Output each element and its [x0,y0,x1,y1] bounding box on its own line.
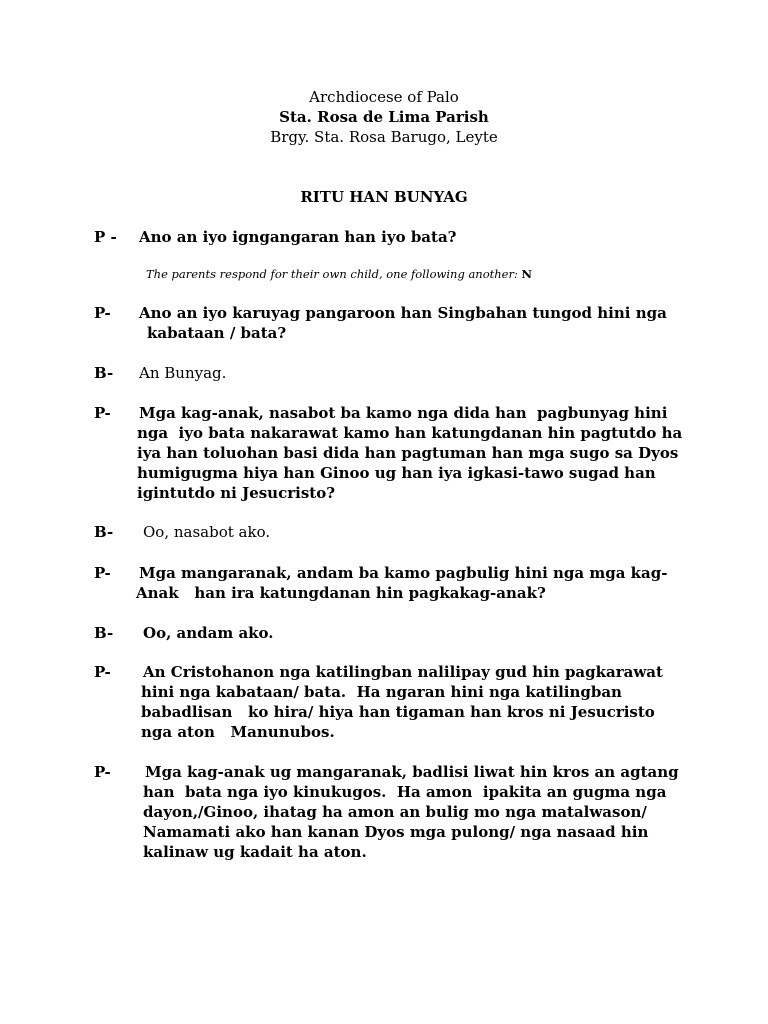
speaker-label: P- [94,404,111,422]
speaker-label: P- [94,763,111,781]
dialogue-line: Anak han ira katungdanan hin pagkakag-anak? [136,584,546,602]
rubric-note-mark: N [521,267,533,281]
speaker-label: B- [94,624,114,642]
rubric-note: The parents respond for their own child, one following another: N [146,267,533,281]
dialogue-line: An Bunyag. [139,364,227,382]
parish-name: Sta. Rosa de Lima Parish [279,108,489,126]
dialogue-line: humigugma hiya han Ginoo ug han iya igkasi-tawo sugad han [137,464,656,482]
speaker-label: P - [94,228,117,246]
dialogue-line: Mga kag-anak ug mangaranak, badlisi liwat hin kros an agtang [145,763,679,781]
dialogue-line: An Cristohanon nga katilingban nalilipay gud hin pagkarawat [143,663,663,681]
speaker-label: P- [94,564,111,582]
dialogue-line: Oo, andam ako. [143,624,274,642]
dialogue-line: Oo, nasabot ako. [143,523,271,541]
rubric-note-text: The parents respond for their own child, one following another [146,267,514,281]
dialogue-line: dayon,/Ginoo, ihatag ha amon an bulig mo nga matalwason/ [143,803,647,821]
dialogue-line: kabataan / bata? [147,324,287,342]
dialogue-line: Namamati ako han kanan Dyos mga pulong/ nga nasaad hin [143,823,649,841]
dialogue-line: Mga mangaranak, andam ba kamo pagbulig hini nga mga kag- [139,564,668,582]
dialogue-line: hini nga kabataan/ bata. Ha ngaran hini nga katilingban [141,683,622,701]
dialogue-line: nga iyo bata nakarawat kamo han katungdanan hin pagtutdo ha [137,424,683,442]
dialogue-line: nga aton Manunubos. [141,723,335,741]
dialogue-line: igintutdo ni Jesucristo? [137,484,335,502]
dialogue-line: Ano an iyo karuyag pangaroon han Singbahan tungod hini nga [139,304,667,322]
speaker-label: P- [94,663,111,681]
page-title: RITU HAN BUNYAG [300,188,468,206]
dialogue-line: Ano an iyo igngangaran han iyo bata? [139,228,457,246]
speaker-label: B- [94,364,114,382]
dialogue-line: han bata nga iyo kinukugos. Ha amon ipakita an gugma nga [143,783,667,801]
speaker-label: P- [94,304,111,322]
dialogue-line: Mga kag-anak, nasabot ba kamo nga dida han pagbunyag hini [139,404,668,422]
archdiocese-name: Archdiocese of Palo [309,88,459,106]
document-header [0,87,768,147]
dialogue-line: kalinaw ug kadait ha aton. [143,843,367,861]
dialogue-line: babadlisan ko hira/ hiya han tigaman han kros ni Jesucristo [141,703,655,721]
dialogue-line: iya han toluohan basi dida han pagtuman han mga sugo sa Dyos [137,444,679,462]
parish-address: Brgy. Sta. Rosa Barugo, Leyte [270,128,498,146]
speaker-label: B- [94,523,114,541]
